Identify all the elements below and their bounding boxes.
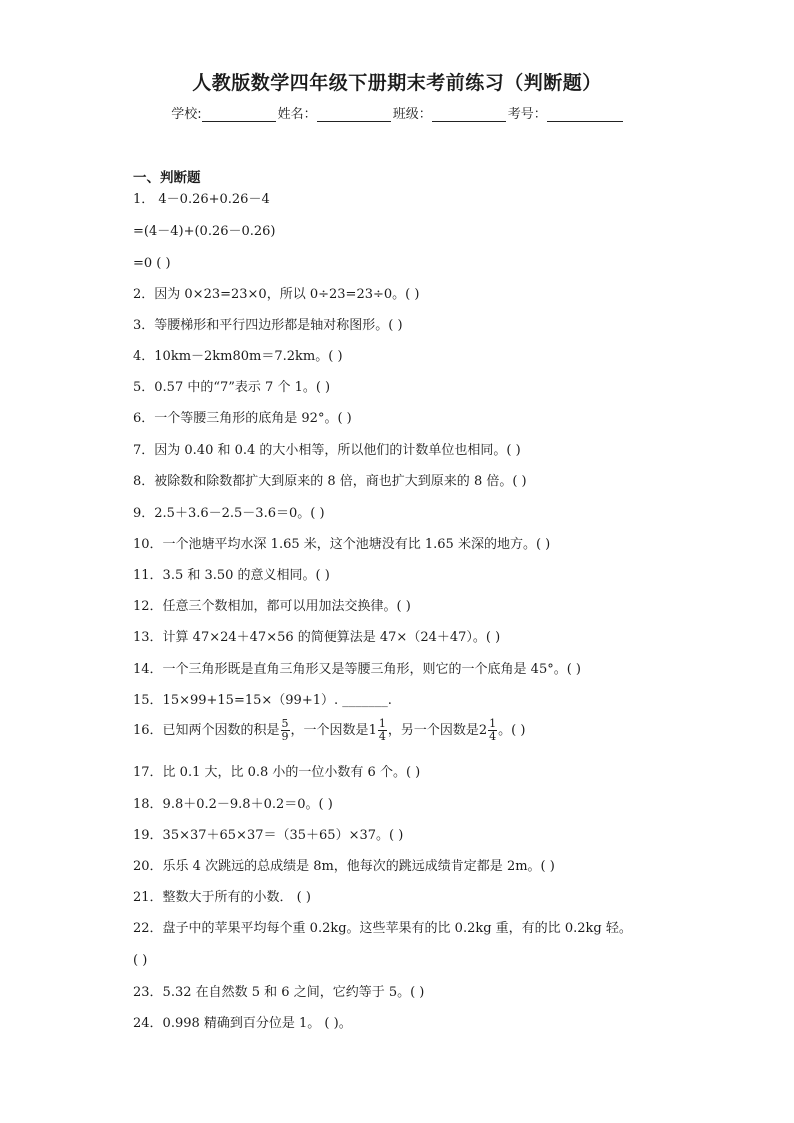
question-21: 21．整数大于所有的小数． ( ): [133, 890, 311, 905]
question-6: 6．一个等腰三角形的底角是 92°。( ): [133, 411, 352, 426]
info-class-label: 班级：: [392, 107, 432, 122]
question-23: 23．5.32 在自然数 5 和 6 之间，它约等于 5。( ): [133, 985, 425, 1000]
info-class: [393, 103, 506, 122]
question-3: 3．等腰梯形和平行四边形都是轴对称图形。( ): [133, 318, 403, 333]
fraction-five-ninths: [281, 718, 290, 743]
question-12: 12．任意三个数相加，都可以用加法交换律。( ): [133, 599, 411, 614]
question-22-line-2: ( ): [133, 953, 148, 968]
section-title: 一、判断题: [133, 170, 201, 186]
fraction-one-quarter: [488, 718, 497, 743]
question-8: 8．被除数和除数都扩大到原来的 8 倍，商也扩大到原来的 8 倍。( ): [133, 474, 527, 489]
question-17: 17．比 0.1 大，比 0.8 小的一位小数有 6 个。( ): [133, 765, 421, 780]
question-10: 10．一个池塘平均水深 1.65 米，这个池塘没有比 1.65 米深的地方。( ): [133, 537, 551, 552]
info-exam-number: [508, 103, 623, 122]
info-school: [171, 103, 275, 122]
question-4: 4．10km－2km80m＝7.2km。( ): [133, 349, 343, 364]
q16-text-start: 16．已知两个因数的积是: [133, 723, 280, 738]
question-5: 5．0.57 中的“7”表示 7 个 1。( ): [133, 380, 331, 395]
fraction-numerator: 1: [378, 717, 386, 730]
name-blank[interactable]: [317, 107, 391, 122]
class-blank[interactable]: [432, 107, 506, 122]
info-exam-number-label: 考号：: [507, 107, 547, 122]
fraction-denominator: 9: [281, 730, 289, 743]
question-20: 20．乐乐 4 次跳远的总成绩是 8m，他每次的跳远成绩肯定都是 2m。( ): [133, 859, 555, 874]
info-name: [278, 103, 391, 122]
question-2: 2．因为 0×23=23×0，所以 0÷23=23÷0。( ): [133, 287, 420, 302]
mixed-number-whole: 1: [368, 722, 377, 738]
question-19: 19．35×37＋65×37＝（35＋65）×37。( ): [133, 828, 404, 843]
question-15: 15．15×99+15=15×（99+1）. _______.: [133, 693, 392, 708]
student-info-line: [0, 103, 794, 122]
question-9: 9．2.5＋3.6－2.5－3.6＝0。( ): [133, 506, 325, 521]
question-1-line-2: =(4－4)+(0.26－0.26): [133, 224, 276, 239]
exam-number-blank[interactable]: [547, 107, 623, 122]
question-16: [133, 718, 525, 743]
question-14: 14．一个三角形既是直角三角形又是等腰三角形，则它的一个底角是 45°。( ): [133, 662, 581, 677]
page-title: 人教版数学四年级下册期末考前练习（判断题）: [192, 72, 602, 94]
question-7: 7．因为 0.40 和 0.4 的大小相等，所以他们的计数单位也相同。( ): [133, 443, 521, 458]
question-24: 24．0.998 精确到百分位是 1。 ( )。: [133, 1016, 352, 1031]
fraction-numerator: 1: [489, 717, 497, 730]
school-blank[interactable]: [202, 107, 276, 122]
question-11: 11．3.5 和 3.50 的意义相同。( ): [133, 568, 330, 583]
question-1-line-1: 1． 4－0.26+0.26－4: [133, 192, 270, 207]
fraction-denominator: 4: [489, 730, 497, 743]
info-school-label: 学校:: [171, 107, 202, 122]
q16-text-mid: ，一个因数是: [290, 723, 369, 738]
question-1-line-3: =0 ( ): [133, 256, 171, 271]
question-22-line-1: 22．盘子中的苹果平均每个重 0.2kg。这些苹果有的比 0.2kg 重，有的比 0.2kg 轻。: [133, 921, 632, 936]
question-18: 18．9.8＋0.2－9.8＋0.2＝0。( ): [133, 797, 333, 812]
fraction-one-quarter: [378, 718, 387, 743]
info-name-label: 姓名：: [277, 107, 317, 122]
question-13: 13．计算 47×24＋47×56 的简便算法是 47×（24＋47）。( ): [133, 630, 501, 645]
q16-text-mid-2: ，另一个因数是: [387, 723, 479, 738]
q16-text-end: 。( ): [498, 723, 526, 738]
fraction-numerator: 5: [281, 717, 289, 730]
fraction-denominator: 4: [378, 730, 386, 743]
mixed-number-whole: 2: [478, 722, 488, 738]
